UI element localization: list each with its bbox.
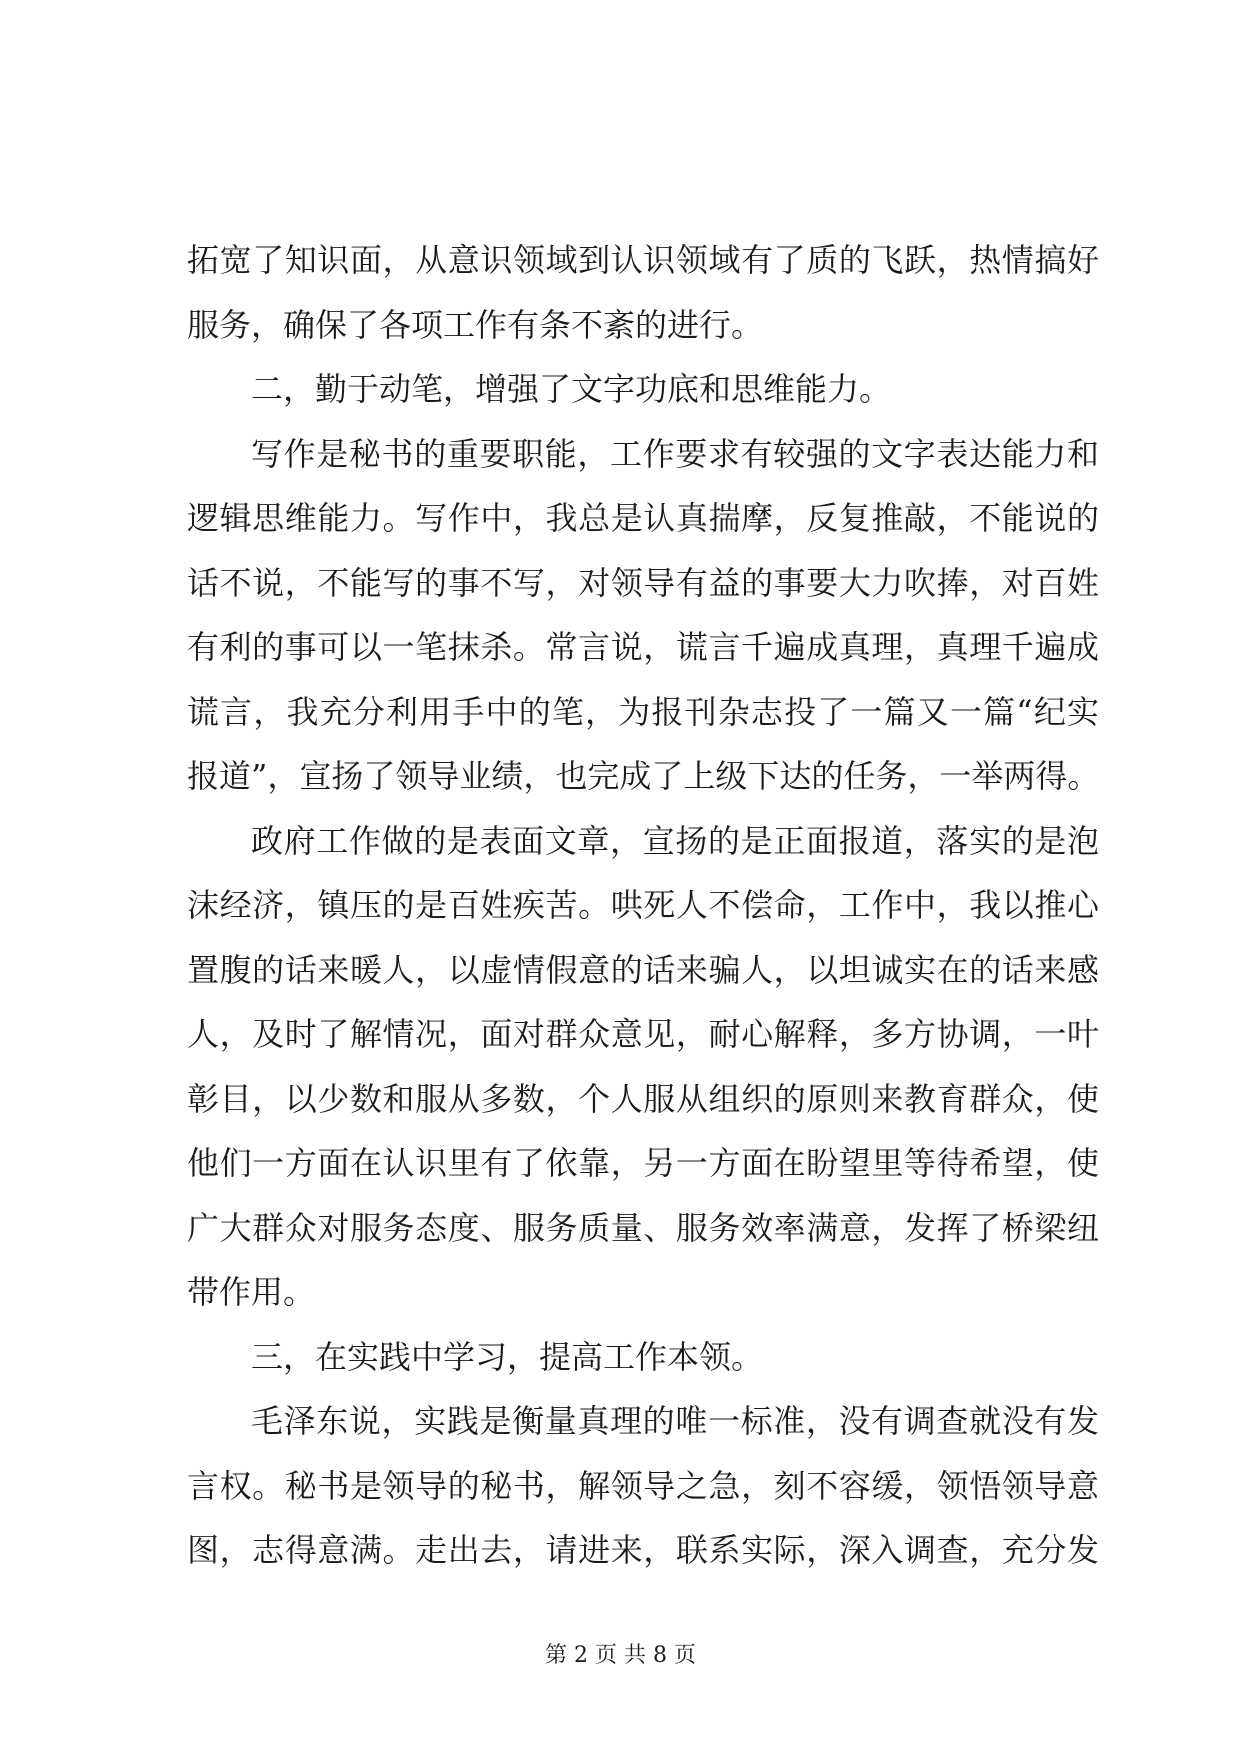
- text-line: 拓宽了知识面，从意识领域到认识领域有了质的飞跃，热情搞好: [187, 241, 1099, 279]
- text-line: 他们一方面在认识里有了依靠，另一方面在盼望里等待希望，使: [187, 1144, 1099, 1182]
- page-number-footer: 第 2 页 共 8 页: [545, 1643, 696, 1668]
- text-line: 写作是秘书的重要职能，工作要求有较强的文字表达能力和: [251, 434, 1099, 473]
- section-heading: 三，在实践中学习，提高工作本领。: [251, 1337, 764, 1376]
- text-line: 图，志得意满。走出去，请进来，联系实际，深入调查，充分发: [187, 1531, 1099, 1569]
- text-line: 话不说，不能写的事不写，对领导有益的事要大力吹捧，对百姓: [187, 563, 1099, 602]
- text-line: 谎言，我充分利用手中的笔，为报刊杂志投了一篇又一篇“纪实: [187, 692, 1099, 731]
- text-line: 人，及时了解情况，面对群众意见，耐心解释，多方协调，一叶: [187, 1015, 1099, 1053]
- text-line: 彰目，以少数和服从多数，个人服从组织的原则来教育群众，使: [187, 1079, 1099, 1118]
- text-line: 政府工作做的是表面文章，宣扬的是正面报道，落实的是泡: [251, 821, 1099, 860]
- text-line: 服务，确保了各项工作有条不紊的进行。: [187, 305, 764, 344]
- section-heading: 二，勤于动笔，增强了文字功底和思维能力。: [251, 370, 892, 408]
- text-line: 带作用。: [187, 1273, 316, 1311]
- text-line: 言权。秘书是领导的秘书，解领导之急，刻不容缓，领悟领导意: [187, 1466, 1099, 1505]
- text-line: 有利的事可以一笔抹杀。常言说，谎言千遍成真理，真理千遍成: [187, 628, 1099, 666]
- text-line: 沫经济，镇压的是百姓疾苦。哄死人不偿命，工作中，我以推心: [187, 886, 1099, 924]
- text-line: 置腹的话来暖人，以虚情假意的话来骗人，以坦诚实在的话来感: [187, 950, 1099, 989]
- text-line: 逻辑思维能力。写作中，我总是认真揣摩，反复推敲，不能说的: [187, 499, 1099, 537]
- text-line: 广大群众对服务态度、服务质量、服务效率满意，发挥了桥梁纽: [187, 1208, 1099, 1247]
- text-line: 毛泽东说，实践是衡量真理的唯一标准，没有调查就没有发: [251, 1402, 1099, 1440]
- text-line: 报道”，宣扬了领导业绩，也完成了上级下达的任务，一举两得。: [187, 757, 1100, 795]
- document-body: [187, 228, 1099, 1583]
